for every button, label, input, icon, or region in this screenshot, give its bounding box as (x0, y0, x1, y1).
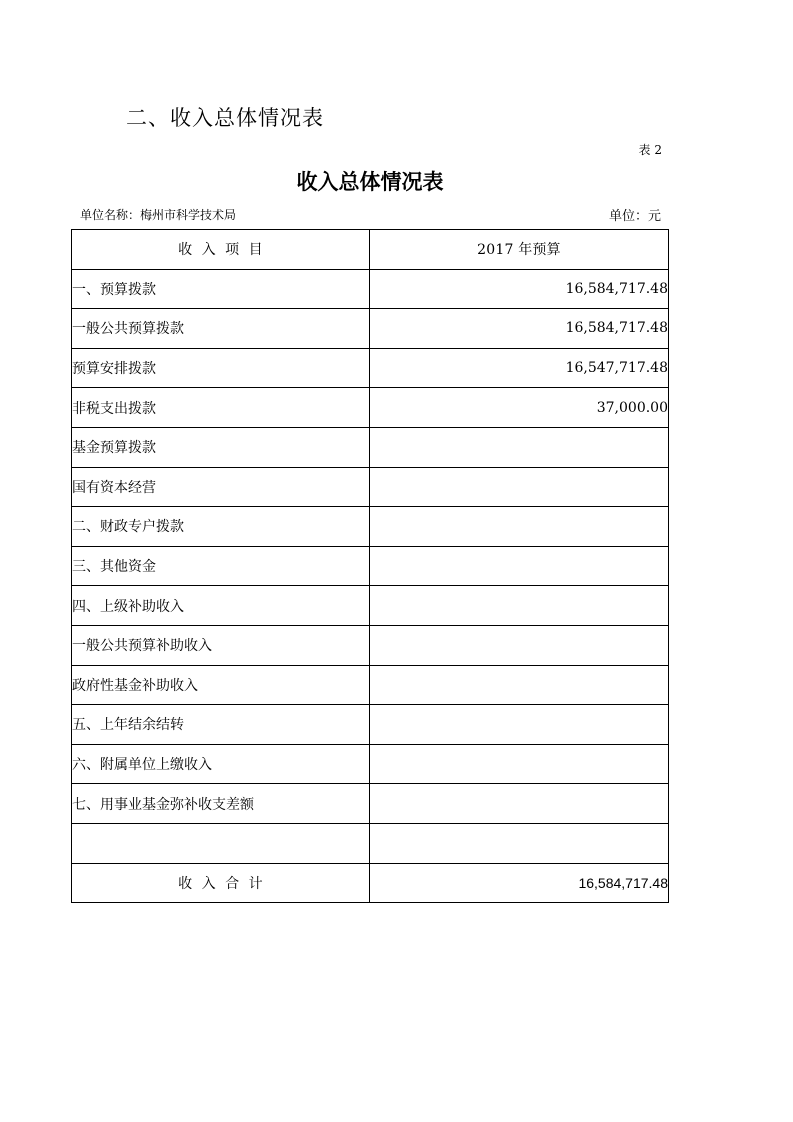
table-row (72, 507, 669, 547)
table-number: 表 2 (638, 143, 662, 157)
row-value: 16,584,717.48 (370, 309, 669, 349)
total-value: 16,584,717.48 (370, 863, 669, 903)
row-label: 国有资本经营 (72, 467, 370, 507)
row-value: 37,000.00 (370, 388, 669, 428)
table-header-row (72, 230, 669, 270)
row-value (370, 625, 669, 665)
row-label: 基金预算拨款 (72, 427, 370, 467)
row-label: 五、上年结余结转 (72, 705, 370, 745)
table-row (72, 784, 669, 824)
total-label: 收 入 合 计 (72, 863, 370, 903)
row-value (370, 507, 669, 547)
row-label: 二、财政专户拨款 (72, 507, 370, 547)
row-value (370, 705, 669, 745)
table-row (72, 427, 669, 467)
row-value: 16,584,717.48 (370, 269, 669, 309)
row-value (370, 744, 669, 784)
row-value (370, 467, 669, 507)
row-value: 16,547,717.48 (370, 348, 669, 388)
table-row (72, 269, 669, 309)
row-label: 一、预算拨款 (72, 269, 370, 309)
income-table (71, 229, 669, 903)
table-row (72, 625, 669, 665)
row-label: 预算安排拨款 (72, 348, 370, 388)
table-row (72, 348, 669, 388)
row-value (370, 665, 669, 705)
table-row (72, 586, 669, 626)
table-row-empty (72, 823, 669, 863)
row-value (370, 586, 669, 626)
row-value (370, 823, 669, 863)
table-row (72, 388, 669, 428)
row-label: 一般公共预算拨款 (72, 309, 370, 349)
table-row (72, 309, 669, 349)
header-item: 收 入 项 目 (72, 230, 370, 270)
table-row (72, 665, 669, 705)
table-row (72, 546, 669, 586)
table-row (72, 705, 669, 745)
row-value (370, 427, 669, 467)
table-row (72, 467, 669, 507)
row-label: 四、上级补助收入 (72, 586, 370, 626)
row-value (370, 784, 669, 824)
row-label: 三、其他资金 (72, 546, 370, 586)
table-title: 收入总体情况表 (296, 170, 444, 194)
unit-label: 单位：元 (608, 209, 661, 224)
header-budget: 2017 年预算 (370, 230, 669, 270)
row-label: 一般公共预算补助收入 (72, 625, 370, 665)
table-row (72, 744, 669, 784)
row-label: 非税支出拨款 (72, 388, 370, 428)
row-value (370, 546, 669, 586)
row-label: 政府性基金补助收入 (72, 665, 370, 705)
row-label (72, 823, 370, 863)
unit-name: 单位名称：梅州市科学技术局 (80, 208, 237, 222)
row-label: 六、附属单位上缴收入 (72, 744, 370, 784)
total-row (72, 863, 669, 903)
section-heading: 二、收入总体情况表 (126, 106, 324, 130)
row-label: 七、用事业基金弥补收支差额 (72, 784, 370, 824)
